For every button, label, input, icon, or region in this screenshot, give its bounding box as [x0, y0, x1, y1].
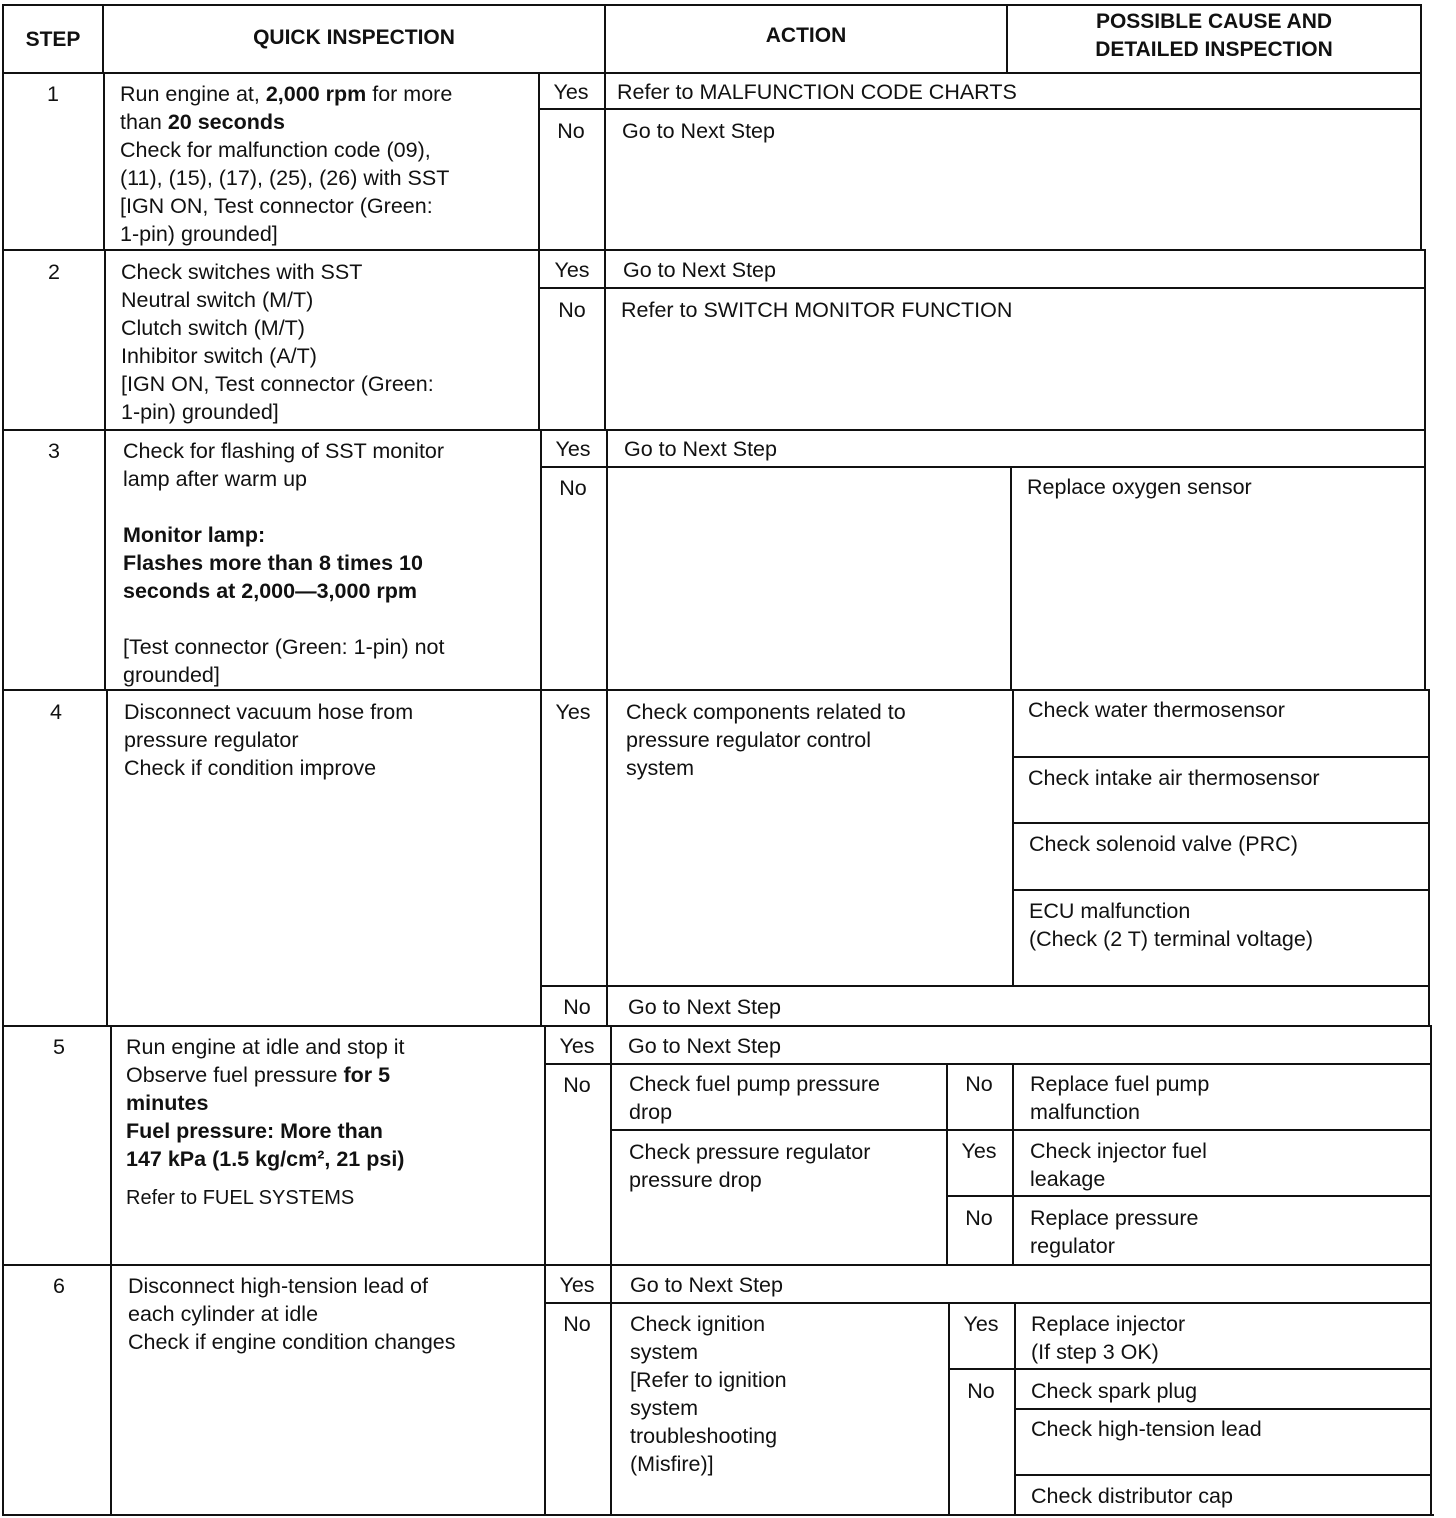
step-number: 6 — [53, 1274, 65, 1298]
yes-label: Yes — [961, 1139, 997, 1163]
rule — [103, 72, 105, 250]
step-2-inspection: Check switches with SST Neutral switch (M/T) Clutch switch (M/T) Inhibitor switch (A/T) [IGN ON, Test connector (Green: 1-pin) grounded] — [121, 260, 434, 424]
rule — [1012, 1064, 1014, 1264]
no-label: No — [563, 1073, 591, 1097]
step-5-fuel-pressure-spec: Fuel pressure: More than 147 kPa (1.5 kg/cm², 21 psi) — [126, 1119, 405, 1171]
step-4-cause: ECU malfunction (Check (2 T) terminal voltage) — [1029, 899, 1313, 951]
step-5-reference: Refer to FUEL SYSTEMS — [126, 1187, 355, 1209]
step-3-yes-action: Go to Next Step — [624, 437, 777, 461]
rule — [2, 429, 1426, 431]
rule — [1012, 756, 1430, 758]
rule — [1012, 690, 1014, 986]
step-5-regulator-yes-cause: Check injector fuel leakage — [1030, 1139, 1207, 1191]
step-4-yes-action: Check components related to pressure regulator control system — [626, 700, 906, 780]
yes-label: Yes — [553, 80, 589, 104]
step-6-no-cause: Check distributor cap — [1031, 1484, 1233, 1508]
step-5-duration: for 5 minutes — [126, 1063, 391, 1115]
step-6-no-cause: Check spark plug — [1031, 1379, 1198, 1403]
step-4-cause: Check water thermosensor — [1028, 698, 1285, 722]
step-1-rpm: 2,000 rpm — [265, 82, 367, 106]
step-4-no-action: Go to Next Step — [628, 995, 781, 1019]
step-5-check-regulator: Check pressure regulator pressure drop — [629, 1140, 871, 1192]
step-4-cause: Check intake air thermosensor — [1028, 766, 1320, 790]
rule — [106, 690, 108, 1026]
step-6-no-action: Check ignition system [Refer to ignition system troubleshooting (Misfire)] — [630, 1312, 787, 1476]
step-6-yes-action: Go to Next Step — [630, 1273, 783, 1297]
step-number: 5 — [53, 1035, 65, 1059]
rule — [540, 466, 1426, 468]
rule — [1012, 822, 1430, 824]
step-1-text: Run engine at, — [120, 82, 266, 106]
rule — [1428, 690, 1430, 1026]
rule — [1430, 1026, 1432, 1516]
rule — [540, 985, 1430, 987]
step-1-duration: 20 seconds — [167, 110, 285, 134]
rule — [1420, 4, 1422, 250]
rule — [1014, 1408, 1432, 1410]
step-6-inspection: Disconnect high-tension lead of each cylinder at idle Check if engine condition changes — [128, 1274, 456, 1354]
rule — [540, 430, 542, 1026]
header-step: STEP — [25, 28, 81, 51]
rule — [2, 4, 1422, 6]
step-number: 4 — [50, 700, 62, 724]
rule — [110, 1026, 112, 1516]
rule — [2, 1264, 1432, 1266]
step-6-no-cause: Check high-tension lead — [1031, 1417, 1262, 1441]
step-1-text: for more than — [120, 82, 453, 134]
rule — [544, 1063, 1432, 1065]
step-5-check-pump: Check fuel pump pressure drop — [629, 1072, 880, 1124]
rule — [2, 1025, 1432, 1027]
step-5-regulator-no-cause: Replace pressure regulator — [1030, 1206, 1199, 1258]
yes-label: Yes — [559, 1273, 595, 1297]
rule — [544, 1302, 1432, 1304]
step-5-text: Run engine at idle and stop it Observe fuel pressure — [126, 1035, 405, 1087]
header-action: ACTION — [765, 24, 847, 47]
step-1-yes-action: Refer to MALFUNCTION CODE CHARTS — [617, 80, 1017, 104]
step-2-no-action: Refer to SWITCH MONITOR FUNCTION — [621, 298, 1013, 322]
step-1-no-action: Go to Next Step — [622, 119, 775, 143]
rule — [538, 108, 1422, 110]
no-label: No — [563, 995, 591, 1019]
step-1-inspection — [120, 80, 540, 248]
no-label: No — [557, 119, 585, 143]
rule — [1014, 1474, 1432, 1476]
rule — [946, 1195, 1432, 1197]
rule — [1424, 250, 1426, 690]
yes-label: Yes — [555, 700, 591, 724]
no-label: No — [967, 1379, 995, 1403]
rule — [2, 4, 4, 1516]
header-possible-cause: POSSIBLE CAUSE AND DETAILED INSPECTION — [1095, 10, 1333, 61]
step-2-yes-action: Go to Next Step — [623, 258, 776, 282]
header-quick-inspection: QUICK INSPECTION — [253, 26, 455, 49]
step-3-no-cause: Replace oxygen sensor — [1027, 475, 1252, 499]
rule — [610, 1129, 1432, 1131]
rule — [2, 689, 1430, 691]
step-4-cause: Check solenoid valve (PRC) — [1029, 832, 1298, 856]
step-5-inspection — [126, 1033, 544, 1117]
step-3-monitor-spec: Monitor lamp: Flashes more than 8 times 10 seconds at 2,000—3,000 rpm — [123, 523, 423, 603]
rule — [540, 287, 1426, 289]
step-4-inspection: Disconnect vacuum hose from pressure regulator Check if condition improve — [124, 700, 414, 780]
rule — [2, 72, 1422, 74]
step-3-test-note: [Test connector (Green: 1-pin) not grounded] — [123, 635, 445, 687]
step-6-yes-cause: Replace injector (If step 3 OK) — [1031, 1312, 1186, 1364]
yes-label: Yes — [555, 437, 591, 461]
no-label: No — [559, 476, 587, 500]
no-label: No — [558, 298, 586, 322]
rule — [948, 1368, 1432, 1370]
no-label: No — [563, 1312, 591, 1336]
rule — [604, 72, 606, 430]
step-1-text: Check for malfunction code (09), (11), (15), (17), (25), (26) with SST [IGN ON, Test connector (Green: 1-pin) grounded] — [120, 138, 450, 246]
rule — [1010, 466, 1012, 690]
rule — [2, 249, 1426, 251]
rule — [104, 250, 106, 690]
rule — [606, 430, 608, 1026]
rule — [1012, 889, 1430, 891]
step-number: 2 — [48, 260, 60, 284]
rule — [2, 1514, 1434, 1516]
rule — [610, 1026, 612, 1516]
step-5-pump-cause: Replace fuel pump malfunction — [1030, 1072, 1210, 1124]
step-3-inspection: Check for flashing of SST monitor lamp after warm up — [123, 439, 445, 491]
step-5-yes-action: Go to Next Step — [628, 1034, 781, 1058]
yes-label: Yes — [963, 1312, 999, 1336]
step-number: 1 — [47, 82, 59, 106]
no-label: No — [965, 1206, 993, 1230]
yes-label: Yes — [554, 258, 590, 282]
step-number: 3 — [48, 439, 60, 463]
no-label: No — [965, 1072, 993, 1096]
yes-label: Yes — [559, 1034, 595, 1058]
